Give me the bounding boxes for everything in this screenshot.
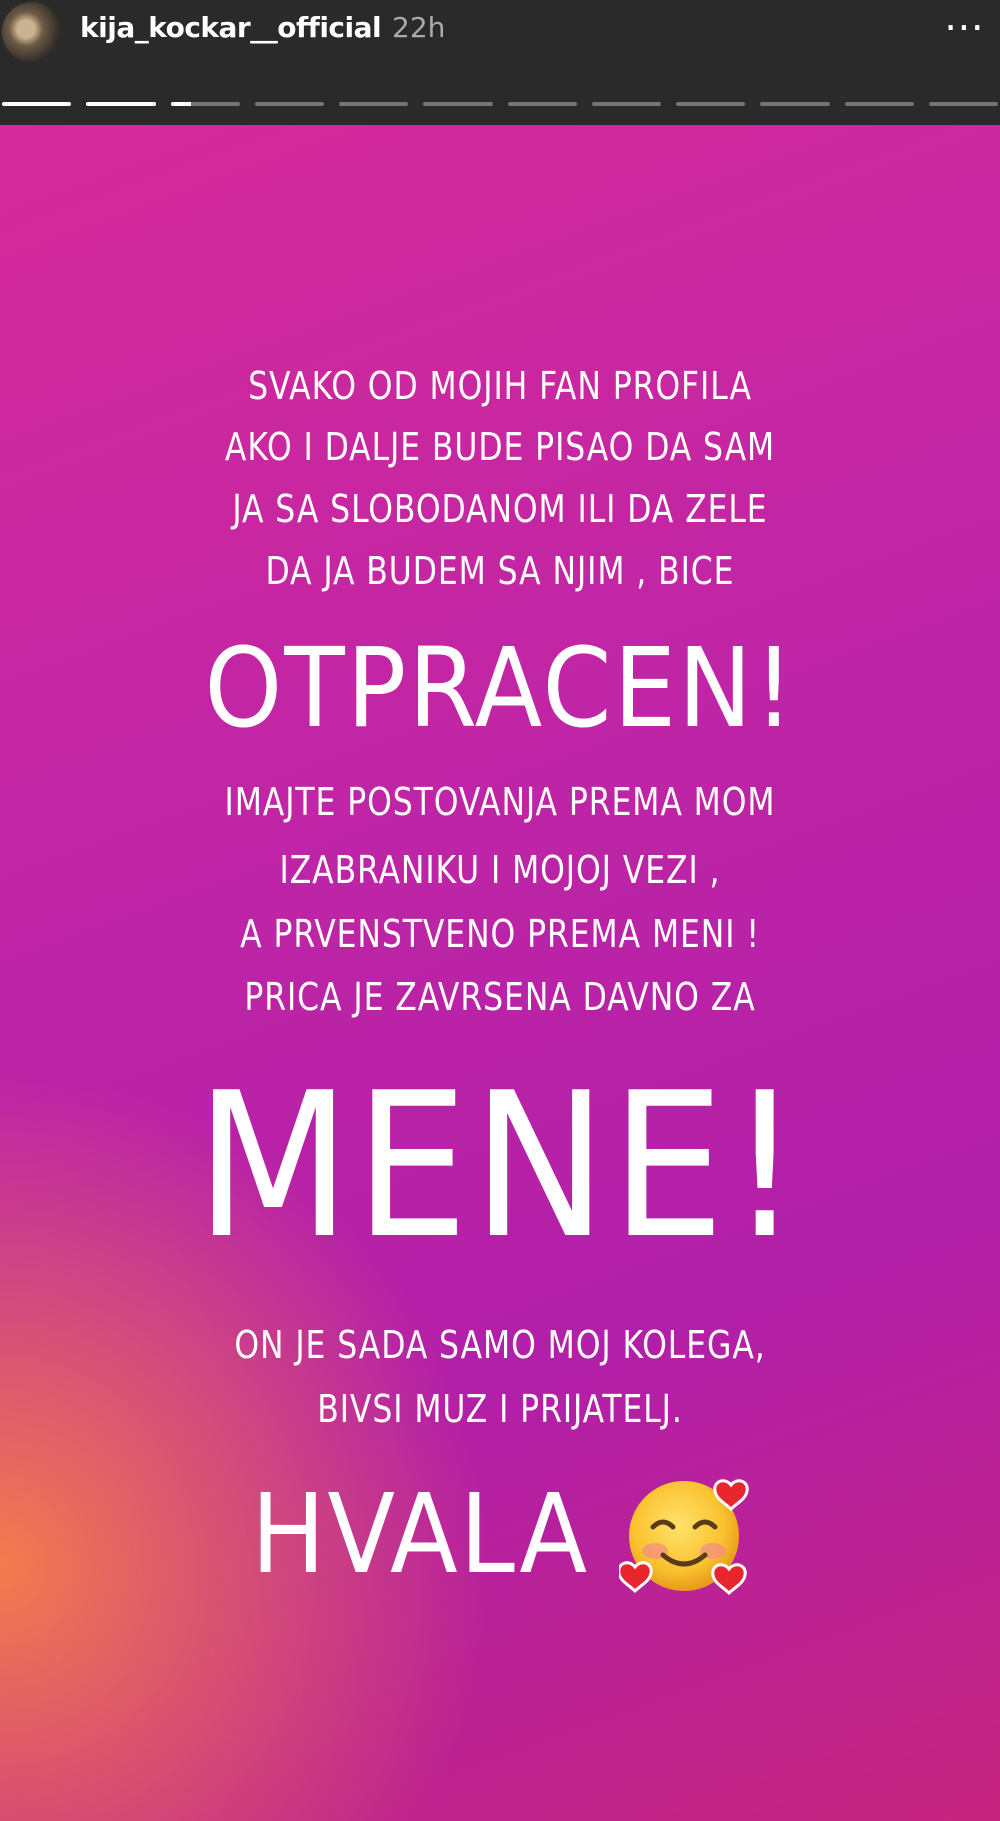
progress-segment [171,102,240,106]
story-text-line: IZABRANIKU I MOJOJ VEZI , [279,848,721,892]
story-content[interactable] [0,125,1000,1821]
progress-segment [508,102,577,106]
progress-segment-fill [171,102,192,106]
story-text-line: A PRVENSTVENO PREMA MENI ! [240,912,760,956]
progress-segment [2,102,71,106]
progress-segment [339,102,408,106]
progress-segment [676,102,745,106]
story-text-line: SVAKO OD MOJIH FAN PROFILA [248,364,752,408]
story-text-line: PRICA JE ZAVRSENA DAVNO ZA [244,975,756,1019]
story-text-line: BIVSI MUZ I PRIJATELJ. [317,1387,683,1431]
story-header [0,0,1000,125]
story-headline-hvala: HVALA [250,1470,590,1598]
smiling-face-with-hearts-icon [619,1469,749,1599]
story-text-line: JA SA SLOBODANOM ILI DA ZELE [232,487,768,531]
story-closing-line [0,1470,1000,1607]
more-options-icon[interactable]: ⋯ [944,4,986,50]
story-text-line: AKO I DALJE BUDE PISAO DA SAM [224,425,776,469]
post-time: 22h [392,11,446,44]
story-headline-otpracen: OTPRACEN! [204,624,796,752]
progress-segment-fill [86,102,155,106]
avatar[interactable] [2,2,62,62]
story-text-line: ON JE SADA SAMO MOJ KOLEGA, [234,1323,766,1367]
progress-segment-fill [2,102,71,106]
progress-segment [929,102,998,106]
progress-segment [845,102,914,106]
progress-segment [592,102,661,106]
progress-segment [255,102,324,106]
story-text-line: IMAJTE POSTOVANJA PREMA MOM [224,780,776,824]
username[interactable]: kija_kockar__official [80,11,382,44]
story-text-line: DA JA BUDEM SA NJIM , BICE [265,549,735,593]
story-progress-bar [0,102,1000,106]
progress-segment [86,102,155,106]
story-headline-mene: MENE! [195,1050,805,1283]
progress-segment [423,102,492,106]
progress-segment [760,102,829,106]
